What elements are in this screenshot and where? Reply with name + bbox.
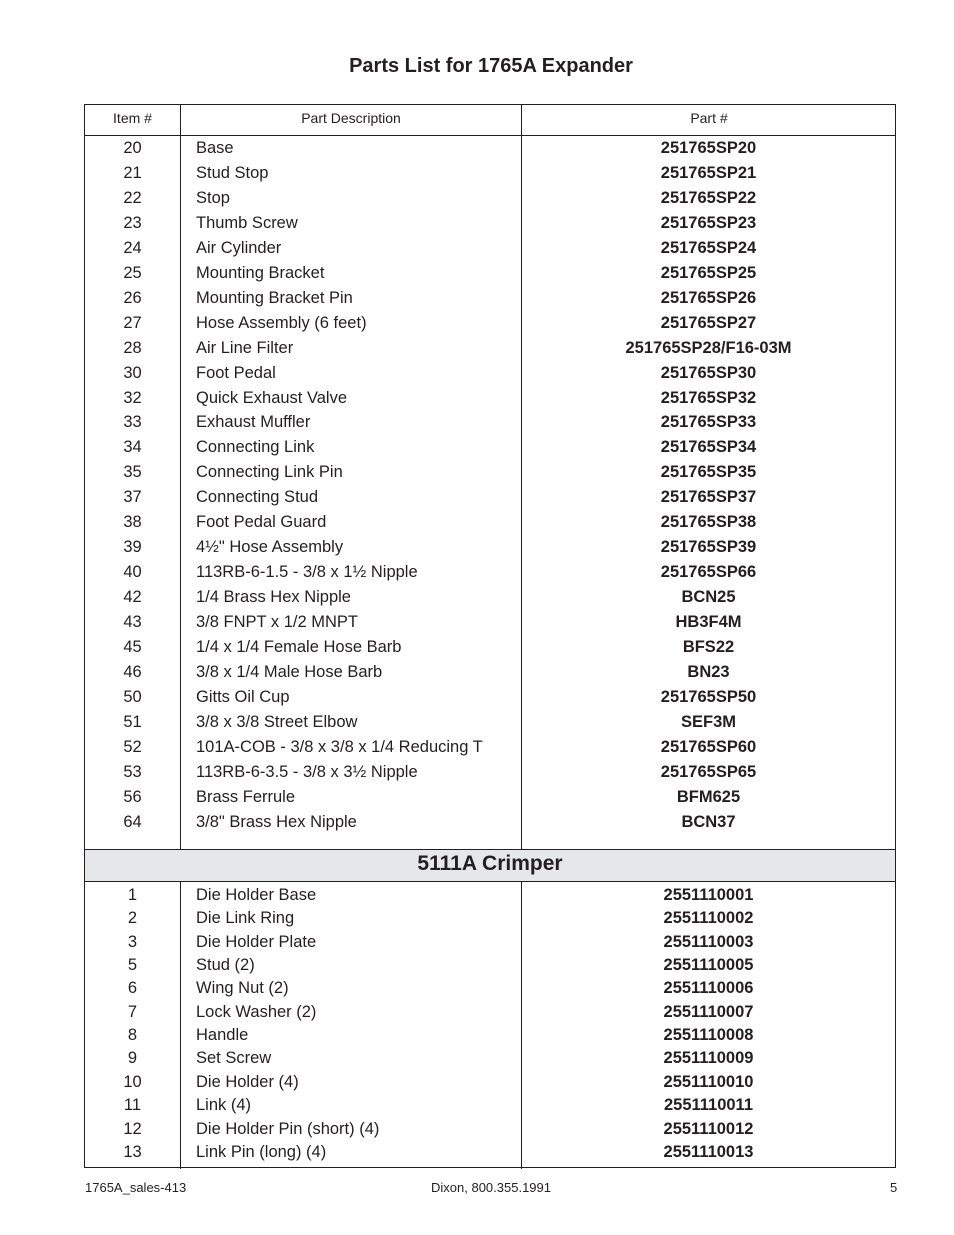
part-description: Brass Ferrule	[196, 787, 296, 806]
item-number: 25	[123, 263, 142, 282]
table-row	[85, 1093, 895, 1117]
item-number: 8	[127, 1026, 138, 1045]
part-description: 113RB-6-3.5 - 3/8 x 3½ Nipple	[196, 762, 418, 781]
part-number: 251765SP28/F16-03M	[625, 338, 792, 357]
part-description: Stud (2)	[196, 956, 255, 975]
table-row	[85, 1140, 895, 1164]
part-number: 2551110008	[663, 1026, 754, 1045]
part-number: 251765SP27	[660, 313, 757, 332]
table-row	[85, 211, 895, 236]
footer-contact: Dixon, 800.355.1991	[431, 1180, 551, 1195]
table-row	[85, 535, 895, 560]
item-number: 21	[123, 163, 142, 182]
part-number: 251765SP38	[660, 513, 757, 532]
table-row	[85, 261, 895, 286]
part-description: Stop	[196, 188, 230, 207]
part-description: 3/8" Brass Hex Nipple	[196, 812, 357, 831]
part-number: 251765SP66	[660, 563, 757, 582]
table-row	[85, 953, 895, 977]
item-number: 24	[123, 238, 142, 257]
table-row	[85, 1000, 895, 1024]
item-number: 38	[123, 513, 142, 532]
item-number: 13	[123, 1142, 142, 1161]
part-number: HB3F4M	[675, 613, 742, 632]
part-number: BFS22	[682, 638, 735, 656]
part-number: 2551110007	[663, 1002, 754, 1021]
part-description: Link Pin (long) (4)	[196, 1142, 327, 1161]
item-number: 23	[123, 213, 142, 232]
table-row	[85, 1046, 895, 1070]
item-number: 10	[123, 1072, 142, 1091]
part-description: Set Screw	[196, 1049, 272, 1068]
part-description: Handle	[196, 1026, 249, 1045]
item-number: 34	[123, 438, 142, 457]
table-row	[85, 610, 895, 635]
table-row	[85, 685, 895, 710]
table-header	[85, 105, 895, 136]
table-row	[85, 660, 895, 685]
item-number: 51	[123, 712, 142, 731]
footer-doc-id: 1765A_sales-413	[85, 1180, 187, 1195]
item-number: 45	[123, 638, 142, 656]
table-row	[85, 311, 895, 336]
table-row	[85, 161, 895, 186]
item-number: 39	[123, 538, 142, 557]
part-number: 2551110006	[663, 979, 754, 998]
part-description: Mounting Bracket	[196, 263, 325, 282]
part-description: Foot Pedal Guard	[196, 513, 327, 532]
part-description: Die Holder Pin (short) (4)	[196, 1119, 380, 1138]
part-number: 251765SP24	[660, 238, 757, 257]
table-row	[85, 560, 895, 585]
table-row	[85, 186, 895, 211]
part-number: 2551110011	[663, 1096, 754, 1115]
part-description: Thumb Screw	[196, 213, 298, 232]
part-number: 2551110005	[663, 956, 754, 975]
table-row	[85, 336, 895, 361]
item-number: 35	[123, 463, 142, 482]
footer-page-number: 5	[890, 1180, 898, 1195]
part-description: Foot Pedal	[196, 363, 276, 382]
item-number: 2	[127, 909, 138, 928]
page-title: Parts List for 1765A Expander	[349, 55, 633, 77]
part-description: Link (4)	[196, 1096, 252, 1115]
table-row	[85, 386, 895, 411]
item-number: 6	[127, 979, 138, 998]
table-row	[85, 710, 895, 735]
table-row	[85, 735, 895, 760]
table-row	[85, 361, 895, 386]
table-row	[85, 1023, 895, 1047]
part-number: 251765SP26	[660, 288, 757, 307]
part-description: Lock Washer (2)	[196, 1002, 317, 1021]
table-row	[85, 1117, 895, 1141]
part-description: Die Holder (4)	[196, 1072, 299, 1091]
item-number: 1	[127, 886, 138, 904]
part-description: Die Holder Base	[196, 886, 317, 904]
item-number: 32	[123, 388, 142, 407]
header-part-number: Part #	[690, 110, 728, 126]
section-title-crimper: 5111A Crimper	[85, 849, 895, 882]
header-description: Part Description	[301, 110, 401, 126]
item-number: 20	[123, 139, 142, 157]
part-number: BCN25	[681, 588, 736, 607]
part-description: Connecting Stud	[196, 488, 319, 507]
item-number: 43	[123, 613, 142, 632]
part-number: 2551110001	[663, 886, 754, 904]
item-number: 52	[123, 737, 142, 756]
part-description: Air Line Filter	[196, 338, 294, 357]
item-number: 64	[123, 812, 142, 831]
part-description: Exhaust Muffler	[196, 413, 311, 432]
item-number: 40	[123, 563, 142, 582]
part-number: 2551110012	[663, 1119, 754, 1138]
item-number: 37	[123, 488, 142, 507]
part-number: 251765SP65	[660, 762, 757, 781]
part-number: 251765SP32	[660, 388, 757, 407]
table-row	[85, 785, 895, 810]
part-description: 113RB-6-1.5 - 3/8 x 1½ Nipple	[196, 563, 418, 582]
item-number: 42	[123, 588, 142, 607]
table-row	[85, 976, 895, 1000]
item-number: 30	[123, 363, 142, 382]
part-description: Connecting Link Pin	[196, 463, 343, 482]
part-number: 251765SP20	[660, 139, 757, 157]
table-row	[85, 883, 895, 907]
table-row	[85, 136, 895, 161]
table-row	[85, 286, 895, 311]
part-number: 2551110003	[663, 932, 754, 951]
item-number: 26	[123, 288, 142, 307]
item-number: 27	[123, 313, 142, 332]
part-description: Air Cylinder	[196, 238, 282, 257]
part-description: Wing Nut (2)	[196, 979, 289, 998]
part-description: Connecting Link	[196, 438, 315, 457]
part-number: 251765SP60	[660, 737, 757, 756]
part-number: 2551110010	[663, 1072, 754, 1091]
part-number: 251765SP34	[660, 438, 757, 457]
part-number: 251765SP39	[660, 538, 757, 557]
part-number: BCN37	[681, 812, 736, 831]
parts-table	[84, 104, 896, 1168]
part-description: Hose Assembly (6 feet)	[196, 313, 367, 332]
item-number: 56	[123, 787, 142, 806]
part-description: 4½" Hose Assembly	[196, 538, 344, 557]
part-description: 3/8 FNPT x 1/2 MNPT	[196, 613, 358, 632]
part-number: 251765SP35	[660, 463, 757, 482]
item-number: 53	[123, 762, 142, 781]
part-description: Die Link Ring	[196, 909, 295, 928]
part-number: 251765SP50	[660, 687, 757, 706]
part-number: 251765SP21	[660, 163, 757, 182]
part-number: 251765SP33	[660, 413, 757, 432]
item-number: 28	[123, 338, 142, 357]
table-row	[85, 236, 895, 261]
table-row	[85, 585, 895, 610]
item-number: 5	[127, 956, 138, 975]
part-number: 2551110002	[663, 909, 754, 928]
part-description: Base	[196, 139, 234, 157]
part-number: 251765SP37	[660, 488, 757, 507]
part-description: Stud Stop	[196, 163, 269, 182]
table-row	[85, 635, 895, 660]
table-row	[85, 930, 895, 954]
item-number: 11	[123, 1096, 142, 1115]
part-description: 3/8 x 3/8 Street Elbow	[196, 712, 358, 731]
item-number: 33	[123, 413, 142, 432]
table-row	[85, 435, 895, 460]
part-number: BFM625	[676, 787, 741, 806]
item-number: 12	[123, 1119, 142, 1138]
part-number: 2551110013	[663, 1142, 754, 1161]
part-description: Quick Exhaust Valve	[196, 388, 348, 407]
part-number: SEF3M	[680, 712, 736, 731]
part-number: 2551110009	[663, 1049, 754, 1068]
part-number: 251765SP25	[660, 263, 757, 282]
table-row	[85, 485, 895, 510]
part-description: 1/4 Brass Hex Nipple	[196, 588, 351, 607]
part-number: 251765SP30	[660, 363, 757, 382]
item-number: 46	[123, 662, 142, 681]
part-description: Gitts Oil Cup	[196, 687, 290, 706]
item-number: 3	[127, 932, 138, 951]
table-row	[85, 510, 895, 535]
part-number: 251765SP22	[660, 188, 757, 207]
item-number: 22	[123, 188, 142, 207]
table-row	[85, 1070, 895, 1094]
item-number: 7	[127, 1002, 138, 1021]
header-item: Item #	[113, 110, 152, 126]
part-number: BN23	[687, 662, 730, 681]
part-description: 1/4 x 1/4 Female Hose Barb	[196, 638, 402, 656]
table-row	[85, 810, 895, 835]
table-row	[85, 760, 895, 785]
part-description: Mounting Bracket Pin	[196, 288, 353, 307]
item-number: 9	[127, 1049, 138, 1068]
part-number: 251765SP23	[660, 213, 757, 232]
table-row	[85, 460, 895, 485]
table-row	[85, 906, 895, 930]
part-description: Die Holder Plate	[196, 932, 317, 951]
item-number: 50	[123, 687, 142, 706]
table-row	[85, 410, 895, 435]
part-description: 101A-COB - 3/8 x 3/8 x 1/4 Reducing T	[196, 737, 483, 756]
part-description: 3/8 x 1/4 Male Hose Barb	[196, 662, 383, 681]
